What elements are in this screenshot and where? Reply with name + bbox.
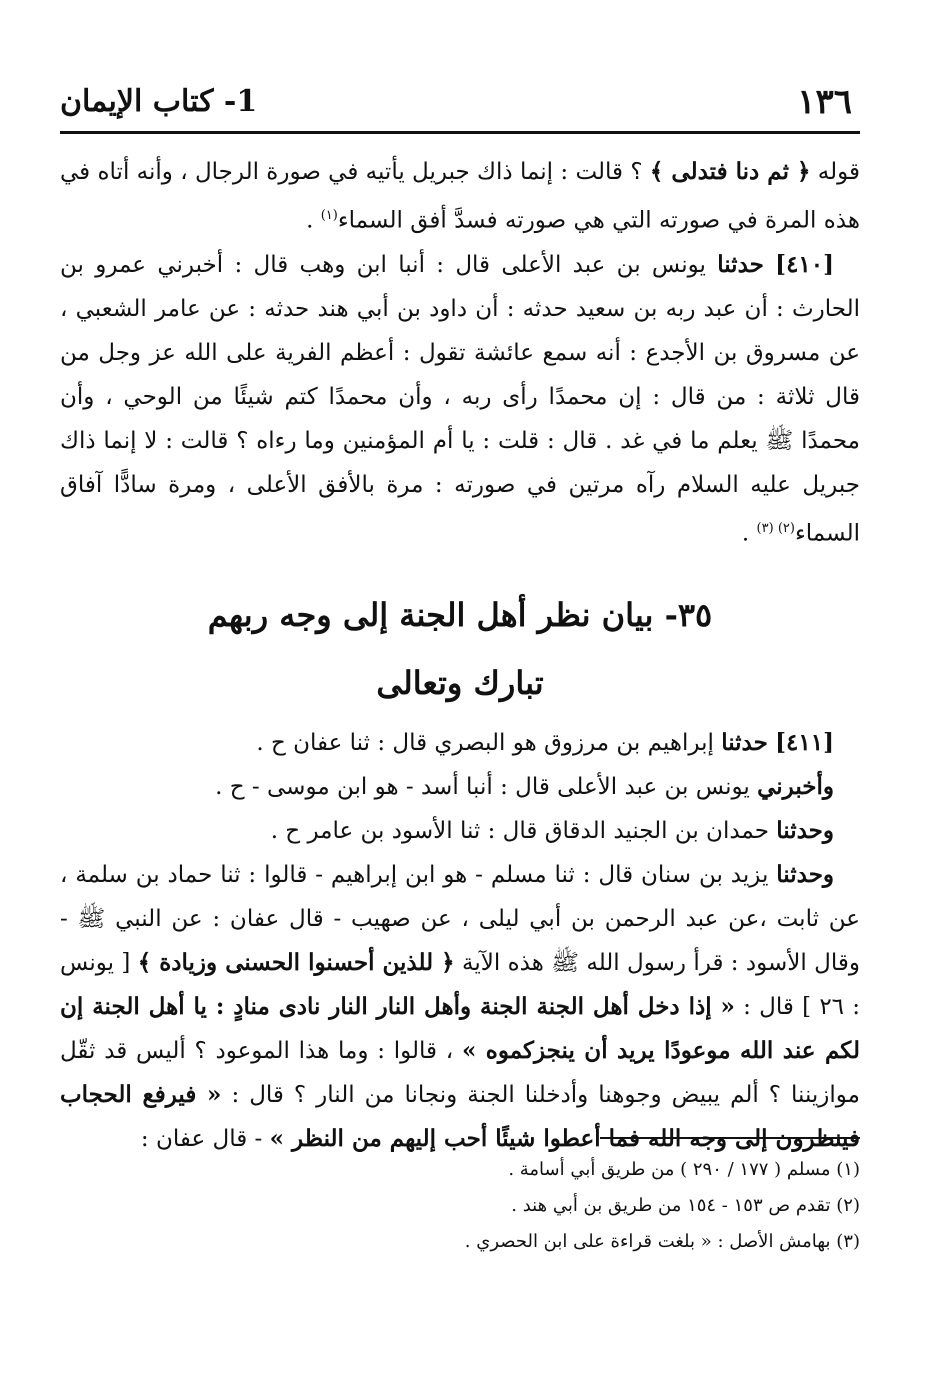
quranic-verse: ﴿ ثم دنا فتدلى ﴾ [649, 158, 811, 185]
isnad-text: حمدان بن الجنيد الدقاق قال : ثنا الأسود بن عامر ح . [270, 818, 769, 845]
narration-keyword: وأخبرني [757, 773, 834, 801]
footnote-refs-2-3: (٢) (٣) [756, 520, 795, 536]
hadith-411-line-3 [60, 809, 860, 853]
narration-keyword: حدثنا [721, 729, 768, 757]
prophetic-quote: « فيرفع الحجاب فينظرون إلى وجه الله فما أعطوا شيئًا أحب إليهم من النظر » [60, 1081, 860, 1153]
hadith-number: [٤١٠] [775, 250, 835, 278]
quranic-verse: ﴿ للذين أحسنوا الحسنى وزيادة ﴾ [137, 949, 455, 977]
isnad-text: إبراهيم بن مرزوق هو البصري قال : ثنا عفان ح . [256, 730, 714, 757]
para-text: ؟ قالت : إنما ذاك جبريل يأتيه في صورة الرجال ، وأنه أتاه في هذه المرة في صورته التي هي صورته فسدَّ أفق السماء [60, 159, 860, 234]
footnote-rule [600, 1137, 860, 1139]
page-number: ١٣٦ [797, 82, 852, 122]
main-text [60, 150, 860, 1161]
para-end: . [306, 207, 314, 234]
header-rule [60, 131, 860, 134]
hadith-411-line-4 [60, 853, 860, 1161]
hadith-text: ، قالوا : وما هذا الموعود ؟ أليس قد ثقّل موازيننا ؟ ألم يبيض وجوهنا وأدخلنا الجنة ونجانا من النار ؟ قال : [60, 1038, 860, 1109]
footnote-3: (٣) بهامش الأصل : « بلغت قراءة على ابن الحصري . [464, 1231, 860, 1252]
hadith-text: - قال عفان : [140, 1126, 263, 1153]
hadith-end: . [741, 520, 750, 547]
narration-keyword: حدثنا [717, 250, 764, 278]
footnotes [60, 1152, 860, 1260]
hadith-text: يونس بن عبد الأعلى قال : أنبا ابن وهب قال : أخبرني عمرو بن الحارث : أن عبد ربه بن سعيد حدثه : أن داود بن أبي هند حدثه : عن عامر الشعبي ، عن مسروق بن الأجدع : أنه سمع عائشة تقول : أعظم الفرية على الله عز وجل من قال ثلاثة : من قال : إن محمدًا رأى ربه ، وأن محمدًا كتم شيئًا من الوحي ، وأن محمدًا ﷺ يعلم ما في غد . قال : قلت : يا أم المؤمنين وما رءاه ؟ قالت : لا إنما ذاك جبريل عليه السلام رآه مرتين في صورته : مرة بالأفق الأعلى ، ومرة سادًّا آفاق السماء [60, 251, 860, 547]
para-lead: قوله [817, 159, 861, 185]
hadith-411-line-2 [60, 765, 860, 809]
hadith-number: [٤١١] [775, 729, 834, 757]
section-heading-line-2: تبارك وتعالى [376, 664, 544, 703]
footnote-1: (١) مسلم ( ١٧٧ / ٢٩٠ ) من طريق أبي أسامة . [508, 1159, 860, 1180]
paragraph-1 [60, 150, 860, 243]
verse-reference: [ يونس : ٢٦ ] [60, 950, 861, 1021]
prophetic-quote: « إذا دخل أهل الجنة الجنة وأهل النار النار نادى منادٍ : يا أهل الجنة إن لكم عند الله موعودًا يريد أن ينجزكموه » [60, 993, 860, 1065]
page-header [60, 72, 860, 132]
isnad-text: يونس بن عبد الأعلى قال : أنبا أسد - هو ابن موسى - ح . [215, 774, 750, 801]
footnote-2: (٢) تقدم ص ١٥٣ - ١٥٤ من طريق بن أبي هند . [511, 1195, 860, 1216]
footnote-ref-1: (١) [320, 208, 338, 223]
hadith-text: يزيد بن سنان قال : ثنا مسلم - هو ابن إبراهيم - قالوا : ثنا حماد بن سلمة ، عن ثابت ،عن عبد الرحمن بن أبي ليلى ، عن صهيب - قال عفان : عن النبي ﷺ - وقال الأسود : قرأ رسول الله ﷺ هذه الآية [60, 862, 860, 977]
section-heading-line-1: ٣٥- بيان نظر أهل الجنة إلى وجه ربهم [207, 596, 713, 635]
narration-keyword: وحدثنا [776, 861, 835, 889]
narration-keyword: وحدثنا [776, 817, 834, 845]
hadith-410 [60, 243, 860, 556]
chapter-title: 1- كتاب الإيمان [60, 84, 258, 119]
hadith-411-line-1 [60, 721, 860, 765]
hadith-text: قال : [743, 994, 794, 1021]
